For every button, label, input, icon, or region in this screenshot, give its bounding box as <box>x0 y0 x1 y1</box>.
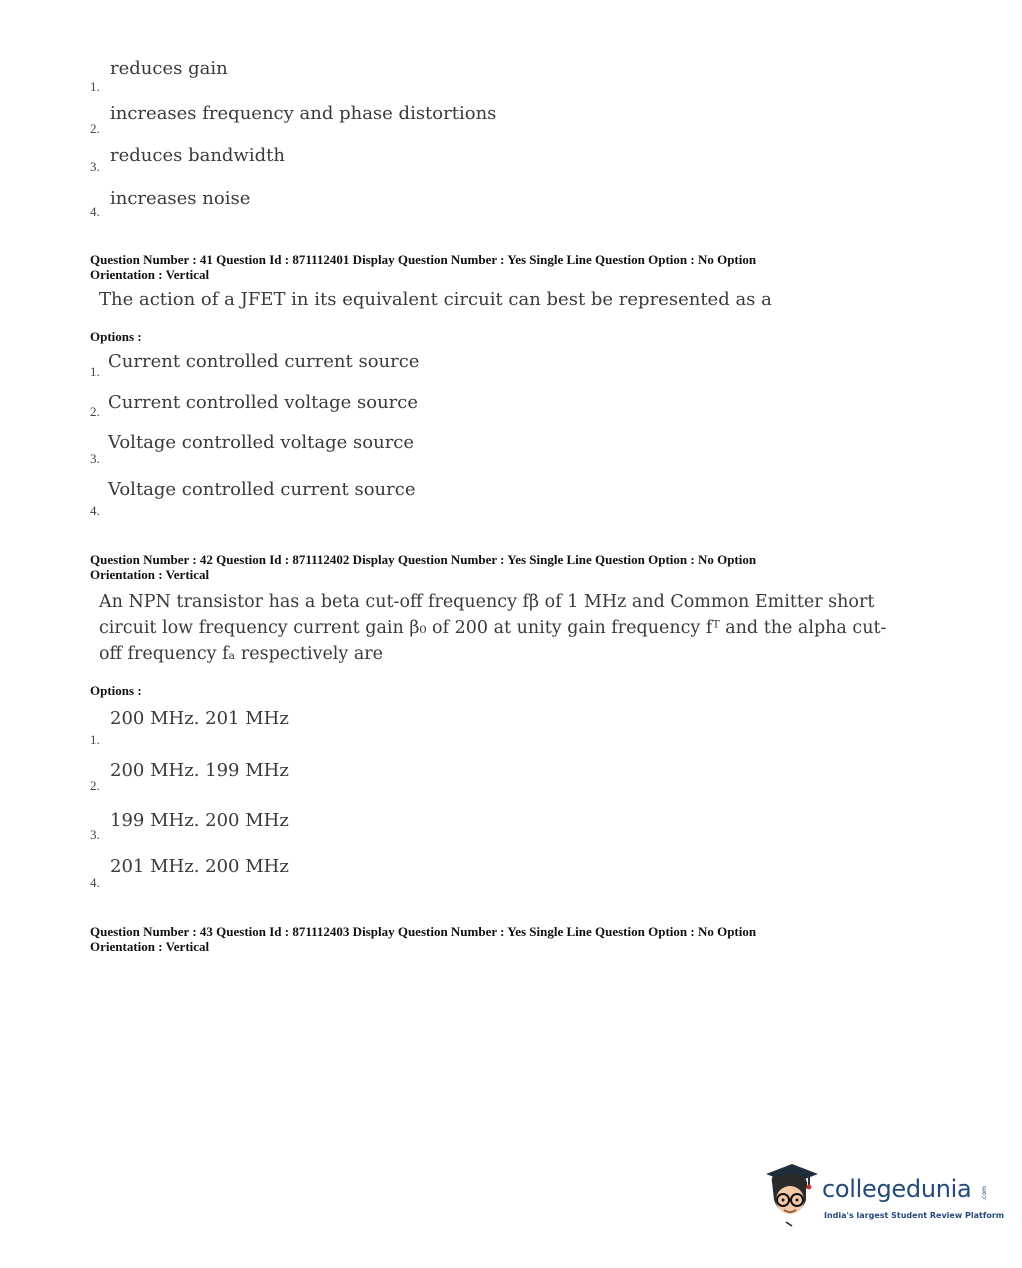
q43-meta-line2: Orientation : Vertical <box>90 939 210 954</box>
q42-option-3-number: 3. <box>90 827 100 842</box>
q42-option-2-text: 200 MHz. 199 MHz <box>110 760 289 781</box>
q43-meta <box>90 924 756 954</box>
q42-question-line2: circuit low frequency current gain β₀ of 200 at unity gain frequency fᵀ and the alpha cut- <box>99 618 887 638</box>
q41-option-3-number: 3. <box>90 451 100 466</box>
prev-option-2-text: increases frequency and phase distortions <box>110 103 497 124</box>
q42-option-4-number: 4. <box>90 875 100 890</box>
q41-question-text: The action of a JFET in its equivalent circuit can best be represented as a <box>99 289 772 310</box>
q43-meta-line1: Question Number : 43 Question Id : 871112403 Display Question Number : Yes Single Line Question Option : No Option <box>90 924 757 939</box>
q41-option-4-number: 4. <box>90 503 100 518</box>
q42-option-1-text: 200 MHz. 201 MHz <box>110 708 289 729</box>
mascot-icon <box>762 1160 824 1232</box>
q42-option-4-text: 201 MHz. 200 MHz <box>110 856 289 877</box>
prev-option-2-number: 2. <box>90 121 100 136</box>
q42-option-3-text: 199 MHz. 200 MHz <box>110 810 289 831</box>
prev-option-3-text: reduces bandwidth <box>110 145 285 166</box>
q41-option-1-number: 1. <box>90 364 100 379</box>
prev-option-1-text: reduces gain <box>110 58 228 79</box>
q42-question-line3: off frequency fₐ respectively are <box>99 644 384 664</box>
q41-meta <box>90 252 756 282</box>
q41-option-2-text: Current controlled voltage source <box>108 392 418 413</box>
q41-option-3-text: Voltage controlled voltage source <box>108 432 415 453</box>
prev-option-3-number: 3. <box>90 159 100 174</box>
prev-option-1-number: 1. <box>90 79 100 94</box>
logo-com: .com <box>981 1186 988 1201</box>
prev-option-4-number: 4. <box>90 204 100 219</box>
q41-option-1-text: Current controlled current source <box>108 351 420 372</box>
q42-option-1-number: 1. <box>90 732 100 747</box>
q42-meta-line2: Orientation : Vertical <box>90 567 210 582</box>
q42-question-line1: An NPN transistor has a beta cut-off frequency fβ of 1 MHz and Common Emitter short <box>99 592 875 612</box>
q41-options-label: Options : <box>90 329 142 344</box>
logo-wordmark: collegedunia <box>822 1175 972 1203</box>
q42-option-2-number: 2. <box>90 778 100 793</box>
collegedunia-logo[interactable] <box>762 1160 1005 1232</box>
q41-option-4-text: Voltage controlled current source <box>108 479 416 500</box>
q42-options-label: Options : <box>90 683 142 698</box>
prev-option-4-text: increases noise <box>110 188 251 209</box>
q42-meta <box>90 552 756 582</box>
q42-question-text <box>99 589 904 667</box>
q42-meta-line1: Question Number : 42 Question Id : 871112402 Display Question Number : Yes Single Line Question Option : No Option <box>90 552 757 567</box>
q41-meta-line1: Question Number : 41 Question Id : 871112401 Display Question Number : Yes Single Line Question Option : No Option <box>90 252 757 267</box>
q41-option-2-number: 2. <box>90 404 100 419</box>
q41-meta-line2: Orientation : Vertical <box>90 267 210 282</box>
logo-tagline: India's largest Student Review Platform <box>824 1211 1005 1220</box>
